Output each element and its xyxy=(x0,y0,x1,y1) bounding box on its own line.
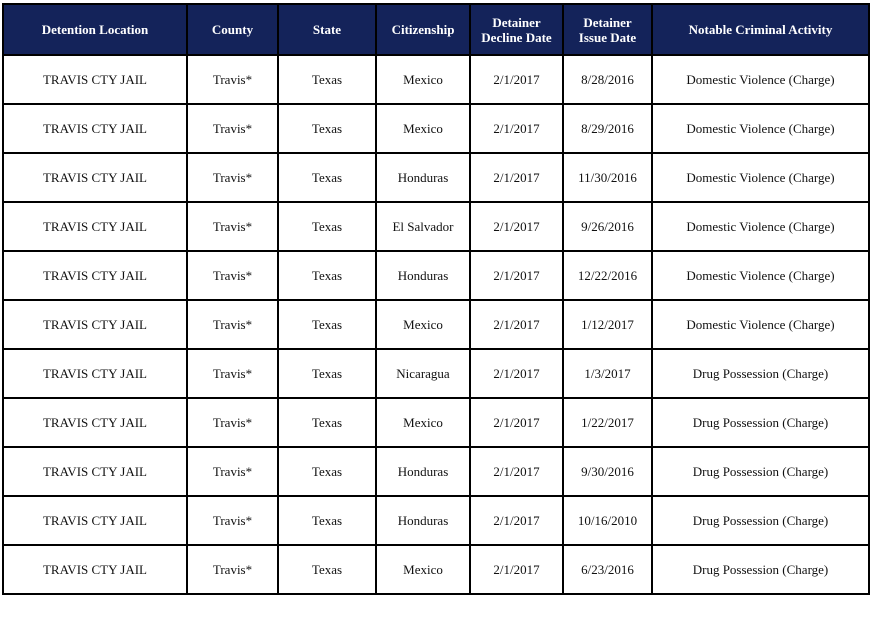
cell-state: Texas xyxy=(278,545,376,594)
cell-state: Texas xyxy=(278,496,376,545)
cell-county: Travis* xyxy=(187,349,278,398)
cell-decline-date: 2/1/2017 xyxy=(470,447,563,496)
cell-detention-location: TRAVIS CTY JAIL xyxy=(3,398,187,447)
cell-issue-date: 8/29/2016 xyxy=(563,104,652,153)
cell-detention-location: TRAVIS CTY JAIL xyxy=(3,349,187,398)
cell-citizenship: Mexico xyxy=(376,300,470,349)
table-row xyxy=(3,545,869,594)
table-row xyxy=(3,300,869,349)
header-citizenship: Citizenship xyxy=(376,4,470,55)
cell-issue-date: 1/22/2017 xyxy=(563,398,652,447)
cell-criminal-activity: Drug Possession (Charge) xyxy=(652,398,869,447)
cell-issue-date: 6/23/2016 xyxy=(563,545,652,594)
cell-decline-date: 2/1/2017 xyxy=(470,398,563,447)
header-detention-location: Detention Location xyxy=(3,4,187,55)
cell-state: Texas xyxy=(278,104,376,153)
cell-citizenship: Mexico xyxy=(376,398,470,447)
table-body xyxy=(3,55,869,594)
header-row xyxy=(3,4,869,55)
cell-criminal-activity: Domestic Violence (Charge) xyxy=(652,300,869,349)
cell-criminal-activity: Drug Possession (Charge) xyxy=(652,447,869,496)
cell-criminal-activity: Domestic Violence (Charge) xyxy=(652,55,869,104)
table-row xyxy=(3,349,869,398)
cell-decline-date: 2/1/2017 xyxy=(470,349,563,398)
cell-county: Travis* xyxy=(187,251,278,300)
cell-decline-date: 2/1/2017 xyxy=(470,545,563,594)
cell-decline-date: 2/1/2017 xyxy=(470,496,563,545)
cell-decline-date: 2/1/2017 xyxy=(470,251,563,300)
cell-citizenship: Mexico xyxy=(376,545,470,594)
cell-issue-date: 9/30/2016 xyxy=(563,447,652,496)
cell-county: Travis* xyxy=(187,398,278,447)
cell-county: Travis* xyxy=(187,104,278,153)
cell-citizenship: Nicaragua xyxy=(376,349,470,398)
cell-criminal-activity: Domestic Violence (Charge) xyxy=(652,153,869,202)
table-row xyxy=(3,447,869,496)
header-detainer-decline-date: Detainer Decline Date xyxy=(470,4,563,55)
cell-state: Texas xyxy=(278,398,376,447)
cell-decline-date: 2/1/2017 xyxy=(470,104,563,153)
cell-criminal-activity: Domestic Violence (Charge) xyxy=(652,104,869,153)
cell-detention-location: TRAVIS CTY JAIL xyxy=(3,104,187,153)
cell-state: Texas xyxy=(278,251,376,300)
cell-citizenship: Honduras xyxy=(376,447,470,496)
cell-county: Travis* xyxy=(187,202,278,251)
cell-decline-date: 2/1/2017 xyxy=(470,55,563,104)
header-state: State xyxy=(278,4,376,55)
cell-detention-location: TRAVIS CTY JAIL xyxy=(3,300,187,349)
cell-decline-date: 2/1/2017 xyxy=(470,300,563,349)
cell-county: Travis* xyxy=(187,300,278,349)
cell-county: Travis* xyxy=(187,545,278,594)
cell-county: Travis* xyxy=(187,153,278,202)
table-row xyxy=(3,202,869,251)
detainer-table xyxy=(2,3,870,595)
header-detainer-issue-date: Detainer Issue Date xyxy=(563,4,652,55)
cell-criminal-activity: Domestic Violence (Charge) xyxy=(652,202,869,251)
cell-citizenship: Mexico xyxy=(376,55,470,104)
cell-state: Texas xyxy=(278,349,376,398)
cell-citizenship: El Salvador xyxy=(376,202,470,251)
cell-decline-date: 2/1/2017 xyxy=(470,202,563,251)
cell-criminal-activity: Drug Possession (Charge) xyxy=(652,496,869,545)
cell-criminal-activity: Drug Possession (Charge) xyxy=(652,349,869,398)
cell-state: Texas xyxy=(278,447,376,496)
cell-issue-date: 1/12/2017 xyxy=(563,300,652,349)
detainer-table-container xyxy=(2,3,868,595)
cell-criminal-activity: Domestic Violence (Charge) xyxy=(652,251,869,300)
cell-state: Texas xyxy=(278,153,376,202)
cell-issue-date: 12/22/2016 xyxy=(563,251,652,300)
table-row xyxy=(3,398,869,447)
cell-detention-location: TRAVIS CTY JAIL xyxy=(3,545,187,594)
cell-issue-date: 8/28/2016 xyxy=(563,55,652,104)
cell-detention-location: TRAVIS CTY JAIL xyxy=(3,202,187,251)
cell-citizenship: Mexico xyxy=(376,104,470,153)
cell-decline-date: 2/1/2017 xyxy=(470,153,563,202)
header-notable-criminal-activity: Notable Criminal Activity xyxy=(652,4,869,55)
cell-citizenship: Honduras xyxy=(376,496,470,545)
table-row xyxy=(3,153,869,202)
table-header xyxy=(3,4,869,55)
table-row xyxy=(3,496,869,545)
cell-state: Texas xyxy=(278,55,376,104)
cell-citizenship: Honduras xyxy=(376,251,470,300)
cell-issue-date: 10/16/2010 xyxy=(563,496,652,545)
cell-detention-location: TRAVIS CTY JAIL xyxy=(3,447,187,496)
cell-county: Travis* xyxy=(187,447,278,496)
cell-issue-date: 9/26/2016 xyxy=(563,202,652,251)
table-row xyxy=(3,251,869,300)
table-row xyxy=(3,55,869,104)
cell-detention-location: TRAVIS CTY JAIL xyxy=(3,496,187,545)
table-row xyxy=(3,104,869,153)
cell-state: Texas xyxy=(278,202,376,251)
header-county: County xyxy=(187,4,278,55)
cell-county: Travis* xyxy=(187,55,278,104)
cell-criminal-activity: Drug Possession (Charge) xyxy=(652,545,869,594)
cell-citizenship: Honduras xyxy=(376,153,470,202)
cell-detention-location: TRAVIS CTY JAIL xyxy=(3,55,187,104)
cell-issue-date: 1/3/2017 xyxy=(563,349,652,398)
cell-detention-location: TRAVIS CTY JAIL xyxy=(3,251,187,300)
cell-issue-date: 11/30/2016 xyxy=(563,153,652,202)
cell-county: Travis* xyxy=(187,496,278,545)
cell-detention-location: TRAVIS CTY JAIL xyxy=(3,153,187,202)
cell-state: Texas xyxy=(278,300,376,349)
